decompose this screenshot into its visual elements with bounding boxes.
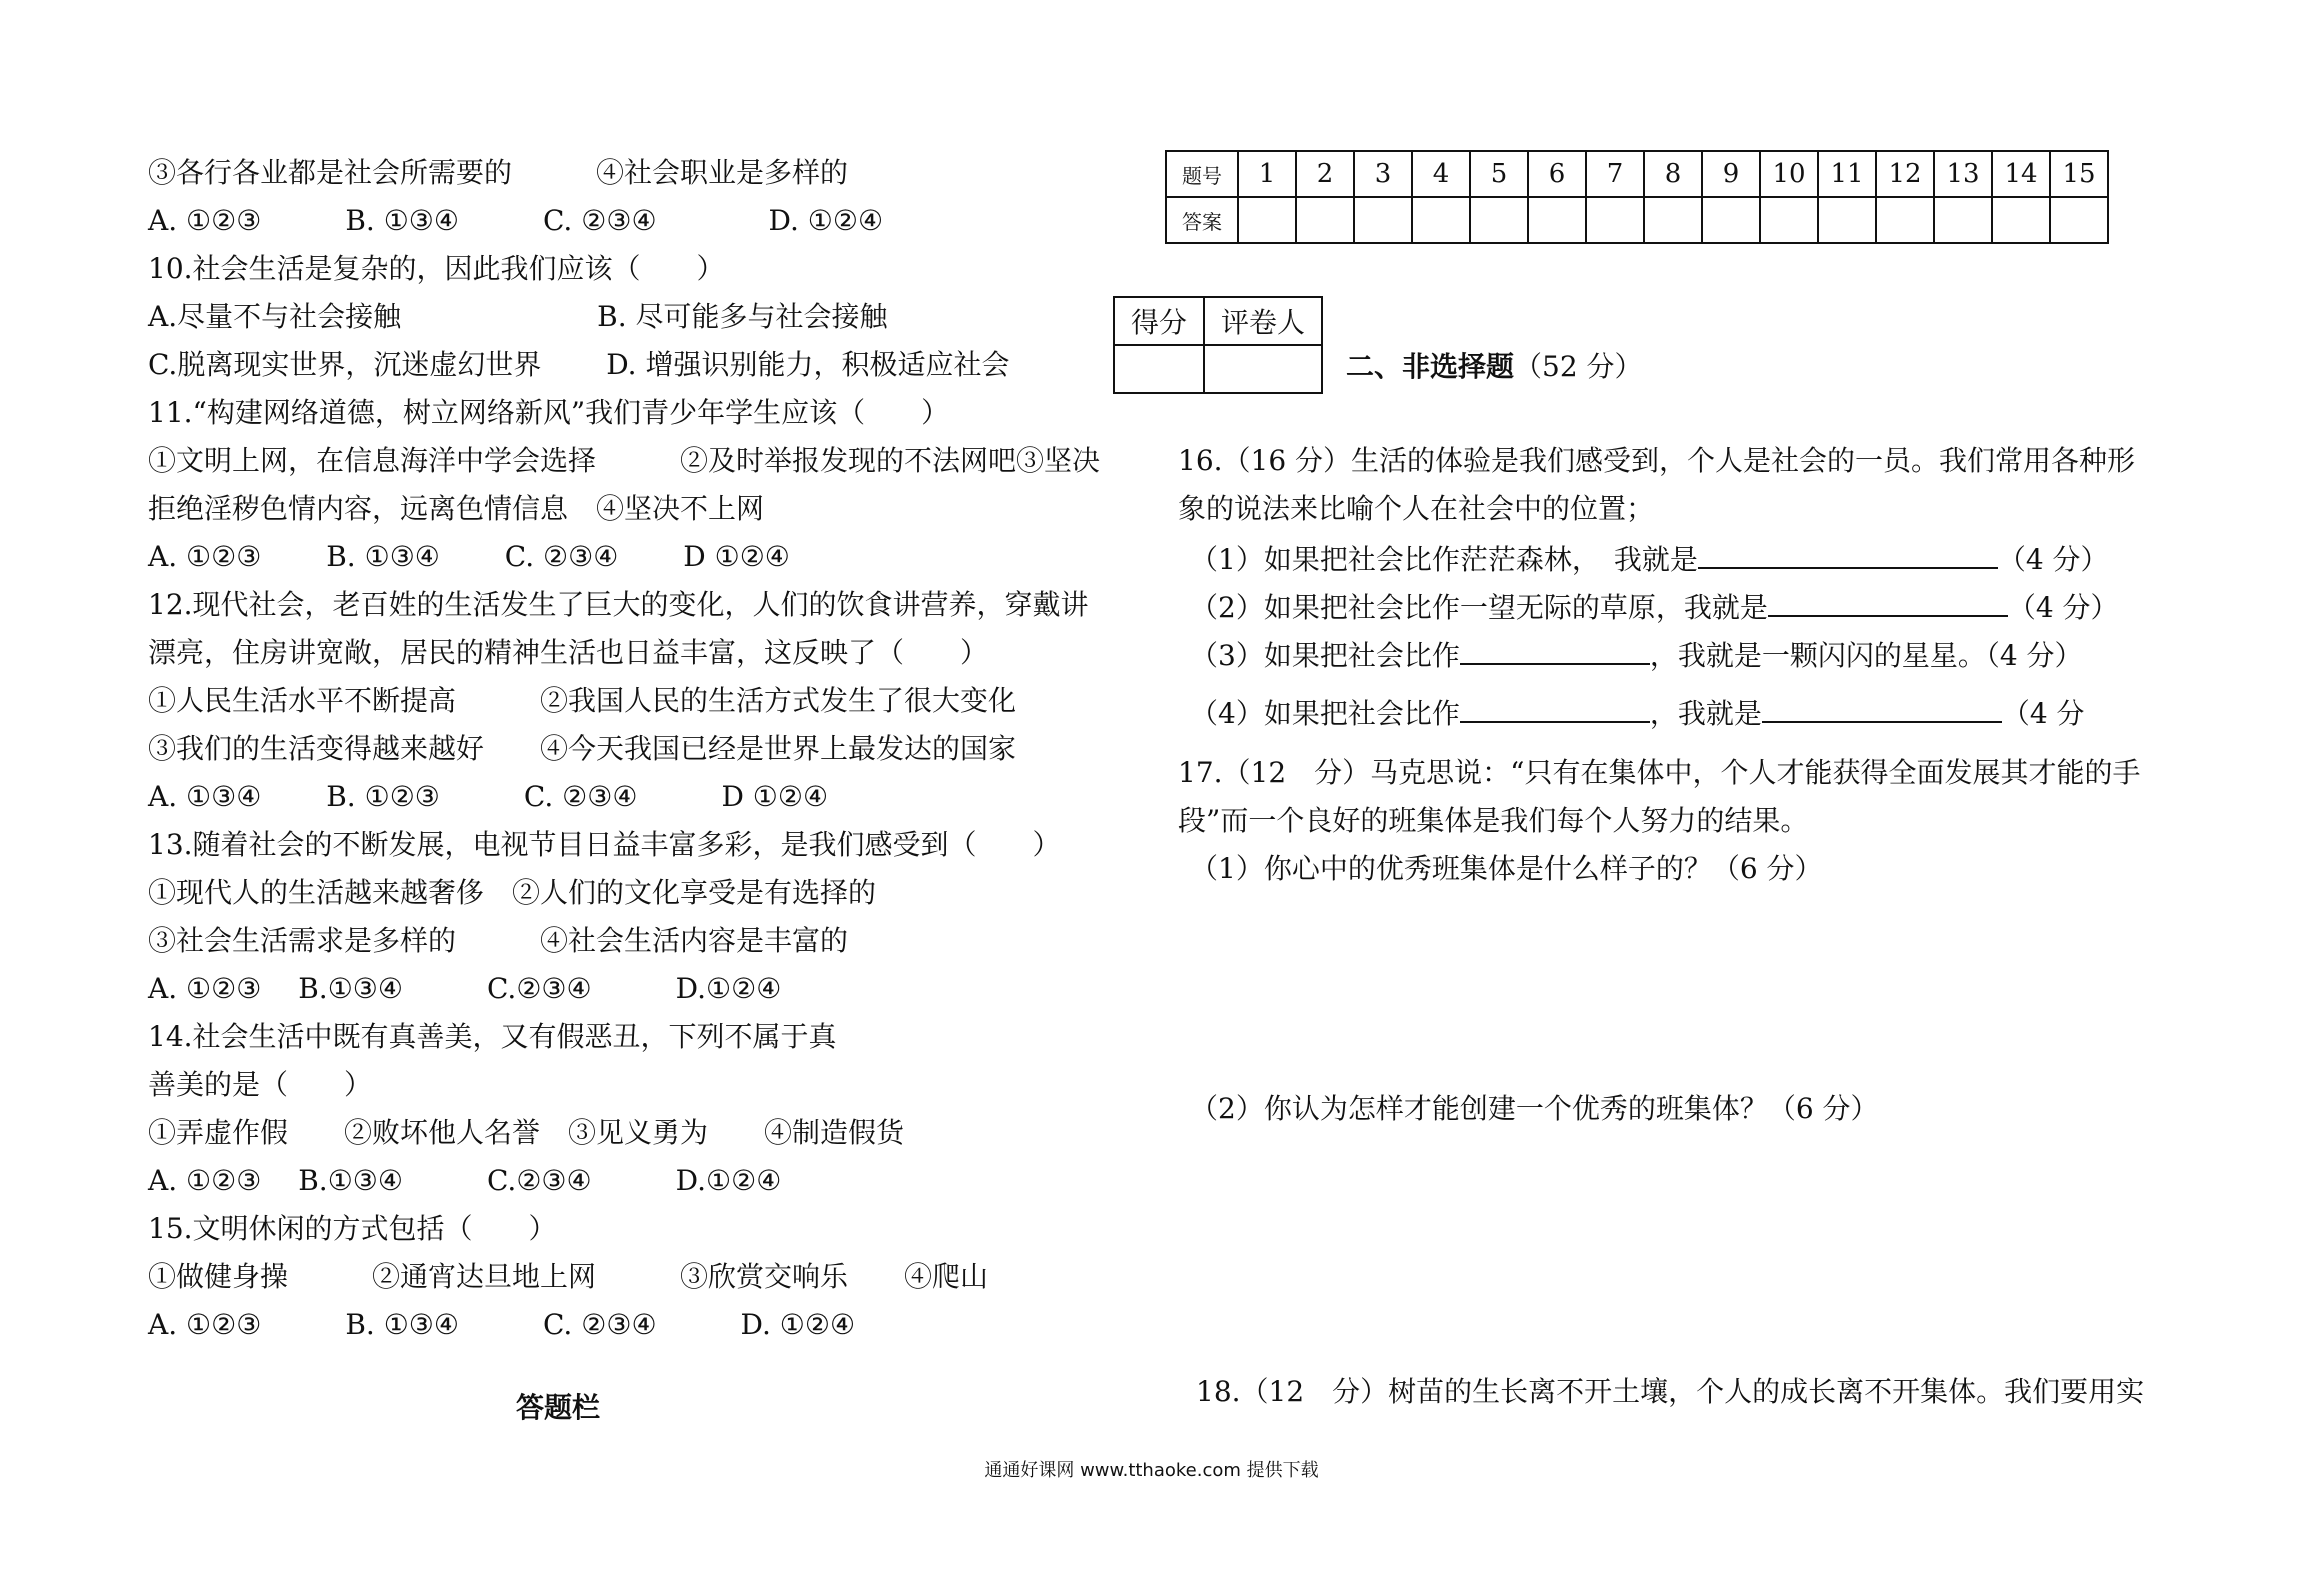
score-cell[interactable] xyxy=(1114,345,1204,393)
q16-part4-mid: ，我就是 xyxy=(1649,697,1762,730)
q11-stem: 11.“构建网络道德，树立网络新风”我们青少年学生应该（ ） xyxy=(148,396,950,429)
answer-cell[interactable] xyxy=(1412,197,1470,243)
q16-part3 xyxy=(1190,635,2083,674)
answer-cell[interactable] xyxy=(1992,197,2050,243)
answer-table-answer-row xyxy=(1166,197,2108,243)
q16-stem-line2: 象的说法来比喻个人在社会中的位置； xyxy=(1178,492,1655,525)
answer-cell[interactable] xyxy=(1818,197,1876,243)
answer-cell[interactable] xyxy=(1470,197,1528,243)
answer-cell[interactable] xyxy=(1702,197,1760,243)
question-number-cell: 9 xyxy=(1702,151,1760,197)
answer-table-number-row xyxy=(1166,151,2108,197)
q16-part4-blank1[interactable] xyxy=(1460,693,1650,723)
q10-stem: 10.社会生活是复杂的，因此我们应该（ ） xyxy=(148,252,725,285)
q12-options-1-2: ①人民生活水平不断提高 ②我国人民的生活方式发生了很大变化 xyxy=(148,684,1017,717)
question-number-cell: 7 xyxy=(1586,151,1644,197)
question-number-cell: 8 xyxy=(1644,151,1702,197)
q13-stem: 13.随着社会的不断发展，电视节目日益丰富多彩，是我们感受到（ ） xyxy=(148,828,1061,861)
q11-options-line1: ①文明上网，在信息海洋中学会选择 ②及时举报发现的不法网吧③坚决 xyxy=(148,444,1101,477)
q16-part1 xyxy=(1190,539,2109,578)
question-number-cell: 1 xyxy=(1238,151,1296,197)
q16-part1-points: （4 分） xyxy=(1997,543,2109,576)
score-label: 得分 xyxy=(1114,297,1204,345)
question-number-cell: 13 xyxy=(1934,151,1992,197)
q13-options-3-4: ③社会生活需求是多样的 ④社会生活内容是丰富的 xyxy=(148,924,849,957)
question-number-cell: 11 xyxy=(1818,151,1876,197)
question-number-cell: 5 xyxy=(1470,151,1528,197)
q17-part2: （2）你认为怎样才能创建一个优秀的班集体？（6 分） xyxy=(1190,1092,1879,1125)
q16-part1-blank[interactable] xyxy=(1698,539,1998,569)
q14-stem-line1: 14.社会生活中既有真善美，又有假恶丑，下列不属于真 xyxy=(148,1020,837,1053)
q17-stem-line1: 17.（12 分）马克思说：“只有在集体中，个人才能获得全面发展其才能的手 xyxy=(1178,756,2141,789)
question-number-cell: 4 xyxy=(1412,151,1470,197)
q15-choices: A. ①②③ B. ①③④ C. ②③④ D. ①②④ xyxy=(148,1308,856,1341)
question-number-cell: 2 xyxy=(1296,151,1354,197)
q17-stem-line2: 段”而一个良好的班集体是我们每个人努力的结果。 xyxy=(1178,804,1809,837)
q12-choices: A. ①③④ B. ①②③ C. ②③④ D ①②④ xyxy=(148,780,829,813)
answer-cell[interactable] xyxy=(1876,197,1934,243)
answer-cell[interactable] xyxy=(1528,197,1586,243)
q17-part1: （1）你心中的优秀班集体是什么样子的？（6 分） xyxy=(1190,852,1823,885)
q16-part3-prompt: （3）如果把社会比作 xyxy=(1190,639,1460,672)
answer-table-row-label: 题号 xyxy=(1166,151,1238,197)
grader-label: 评卷人 xyxy=(1204,297,1322,345)
answer-table xyxy=(1165,150,2109,244)
q16-part3-blank[interactable] xyxy=(1460,635,1650,665)
section-title: 二、非选择题 xyxy=(1346,350,1515,383)
q16-part1-prompt: （1）如果把社会比作茫茫森林， 我就是 xyxy=(1190,543,1698,576)
q11-options-line2: 拒绝淫秽色情内容，远离色情信息 ④坚决不上网 xyxy=(148,492,765,525)
question-number-cell: 15 xyxy=(2050,151,2108,197)
grader-cell[interactable] xyxy=(1204,345,1322,393)
q12-stem-line1: 12.现代社会，老百姓的生活发生了巨大的变化，人们的饮食讲营养，穿戴讲 xyxy=(148,588,1089,621)
q12-stem-line2: 漂亮，住房讲宽敞，居民的精神生活也日益丰富，这反映了（ ） xyxy=(148,636,989,669)
q16-part4-prompt: （4）如果把社会比作 xyxy=(1190,697,1460,730)
q14-stem-line2: 善美的是（ ） xyxy=(148,1068,373,1101)
answer-cell[interactable] xyxy=(1586,197,1644,243)
q16-part3-rest: ，我就是一颗闪闪的星星。（4 分） xyxy=(1649,639,2083,672)
question-number-cell: 10 xyxy=(1760,151,1818,197)
answer-cell[interactable] xyxy=(1934,197,1992,243)
q12-options-3-4: ③我们的生活变得越来越好 ④今天我国已经是世界上最发达的国家 xyxy=(148,732,1017,765)
q18-stem-line1: 18.（12 分）树苗的生长离不开土壤，个人的成长离不开集体。我们要用实 xyxy=(1196,1375,2145,1408)
answer-cell[interactable] xyxy=(1644,197,1702,243)
q16-stem-line1: 16.（16 分）生活的体验是我们感受到，个人是社会的一员。我们常用各种形 xyxy=(1178,444,2136,477)
answer-cell[interactable] xyxy=(1238,197,1296,243)
q14-choices: A. ①②③ B.①③④ C.②③④ D.①②④ xyxy=(148,1164,782,1197)
q16-part2 xyxy=(1190,587,2119,626)
answer-table-row-label: 答案 xyxy=(1166,197,1238,243)
q16-part2-prompt: （2）如果把社会比作一望无际的草原，我就是 xyxy=(1190,591,1768,624)
q16-part2-blank[interactable] xyxy=(1768,587,2008,617)
answer-bar-heading: 答题栏 xyxy=(516,1391,601,1424)
q10-options-cd: C.脱离现实世界，沉迷虚幻世界 D. 增强识别能力，积极适应社会 xyxy=(148,348,1010,381)
question-number-cell: 14 xyxy=(1992,151,2050,197)
q14-options: ①弄虚作假 ②败坏他人名誉 ③见义勇为 ④制造假货 xyxy=(148,1116,905,1149)
q9-options-3-4: ③各行各业都是社会所需要的 ④社会职业是多样的 xyxy=(148,156,849,189)
question-number-cell: 12 xyxy=(1876,151,1934,197)
answer-cell[interactable] xyxy=(1354,197,1412,243)
answer-cell[interactable] xyxy=(2050,197,2108,243)
q16-part4-points: （4 分 xyxy=(2001,697,2085,730)
q10-options-ab: A.尽量不与社会接触 B. 尽可能多与社会接触 xyxy=(148,300,888,333)
answer-cell[interactable] xyxy=(1760,197,1818,243)
question-number-cell: 6 xyxy=(1528,151,1586,197)
q11-choices: A. ①②③ B. ①③④ C. ②③④ D ①②④ xyxy=(148,540,790,573)
q15-stem: 15.文明休闲的方式包括（ ） xyxy=(148,1212,557,1245)
page-footer: 通通好课网 www.tthaoke.com 提供下载 xyxy=(984,1460,1319,1481)
q16-part4 xyxy=(1190,693,2085,732)
q9-choices: A. ①②③ B. ①③④ C. ②③④ D. ①②④ xyxy=(148,204,884,237)
answer-cell[interactable] xyxy=(1296,197,1354,243)
q13-choices: A. ①②③ B.①③④ C.②③④ D.①②④ xyxy=(148,972,782,1005)
section-points: （52 分） xyxy=(1514,350,1643,383)
q15-options: ①做健身操 ②通宵达旦地上网 ③欣赏交响乐 ④爬山 xyxy=(148,1260,989,1293)
question-number-cell: 3 xyxy=(1354,151,1412,197)
q16-part4-blank2[interactable] xyxy=(1762,693,2002,723)
score-table xyxy=(1113,296,1323,394)
section-heading xyxy=(1346,349,1643,385)
q13-options-1-2: ①现代人的生活越来越奢侈 ②人们的文化享受是有选择的 xyxy=(148,876,877,909)
q16-part2-points: （4 分） xyxy=(2007,591,2119,624)
